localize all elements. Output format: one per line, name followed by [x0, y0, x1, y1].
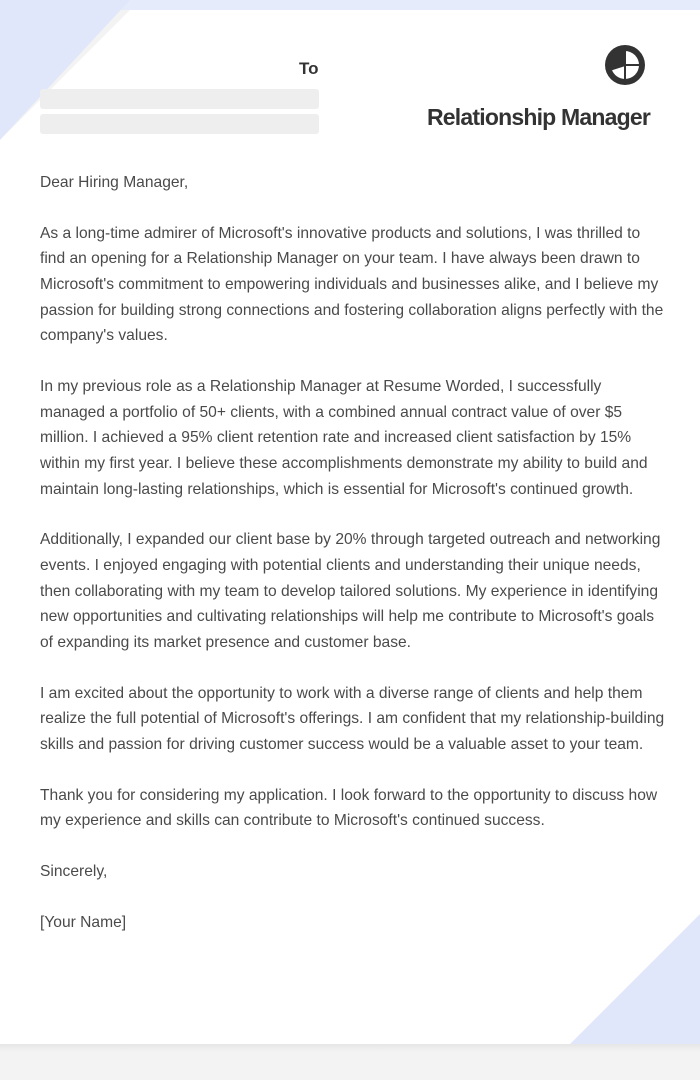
- paragraph-thanks: Thank you for considering my application. I look forward to the opportunity to discuss how my experience and skills can contribute to Microsoft's continued success.: [40, 786, 658, 830]
- greeting: Dear Hiring Manager,: [40, 174, 189, 191]
- sheet-shadow: [0, 1044, 700, 1052]
- recipient-placeholder-line-2: [40, 114, 319, 134]
- role-title: Relationship Manager: [427, 104, 650, 130]
- paragraph-motivation: I am excited about the opportunity to work with a diverse range of clients and help them realize the full potential of Microsoft's offerings. I am confident that my relationship-building skills and passion for driving customer success would be a valuable asset to your team.: [40, 684, 665, 753]
- paragraph-growth: Additionally, I expanded our client base by 20% through targeted outreach and networking events. I enjoyed engaging with potential clients and understanding their unique needs, then collaborating with my team to develop tailored solutions. My experience in identifying new opportunities and cultivating relationships will help me contribute to Microsoft's goals of expanding its market presence and customer base.: [40, 531, 661, 651]
- paragraph-experience: In my previous role as a Relationship Manager at Resume Worded, I successfully managed a portfolio of 50+ clients, with a combined annual contract value of over $5 million. I achieved a 95% client retention rate and increased client satisfaction by 15% within my first year. I believe these accomplishments demonstrate my ability to build and maintain long-lasting relationships, which is essential for Microsoft's continued growth.: [40, 378, 648, 498]
- letter-body: [40, 170, 665, 961]
- to-label: To: [299, 59, 319, 78]
- signature: [Your Name]: [40, 914, 127, 932]
- paragraph-intro: As a long-time admirer of Microsoft's innovative products and solutions, I was thrilled to find an opening for a Relationship Manager on your team. I have always been drawn to Microsoft's commitment to empowering individuals and businesses alike, and I believe my passion for building strong connections and fostering collaboration aligns perfectly with the company's values.: [40, 224, 664, 345]
- closing: Sincerely,: [40, 863, 108, 881]
- pie-chart-icon: [603, 43, 647, 87]
- recipient-placeholder-line-1: [40, 89, 319, 109]
